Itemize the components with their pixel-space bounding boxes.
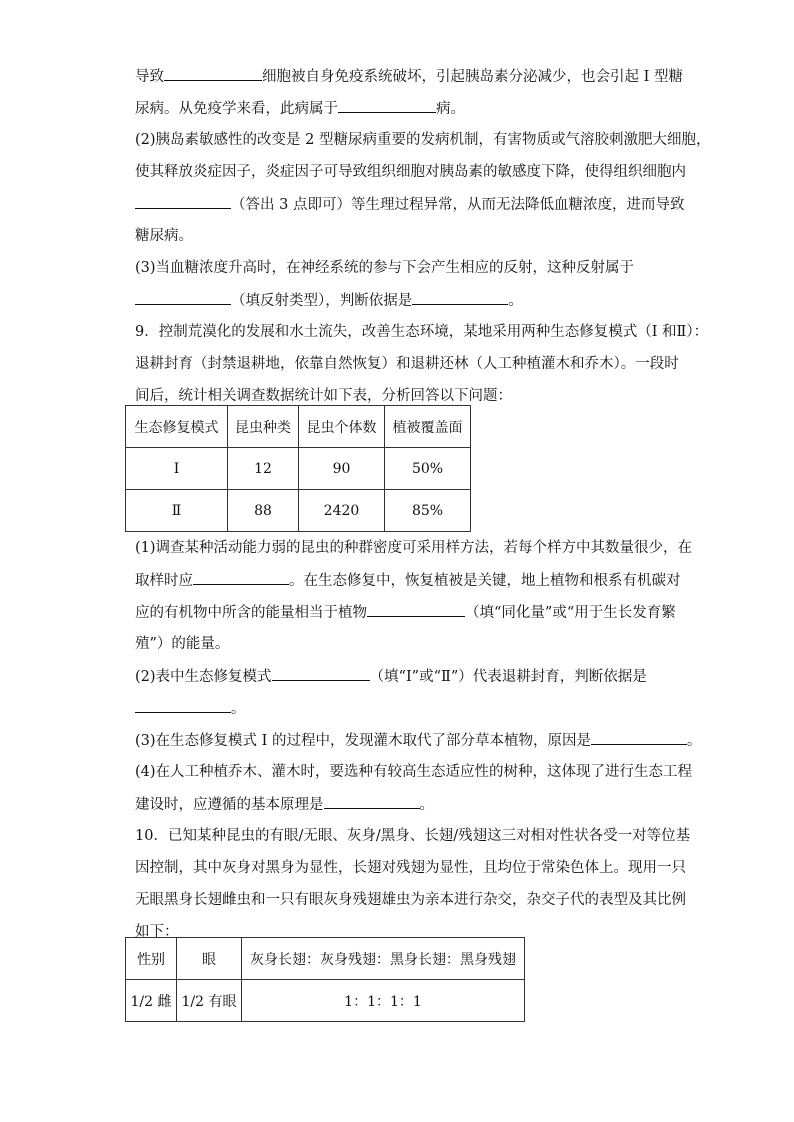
q9-1-line-3: [135, 602, 676, 623]
table-cell: 50%: [385, 448, 471, 490]
table-cell: 1/2 雌: [126, 980, 177, 1022]
table-header-row: [126, 938, 525, 980]
table-cell: 1：1：1：1: [242, 980, 525, 1022]
table-row: [126, 490, 471, 532]
q10-line-2: 因控制，其中灰身对黑身为显性，长翅对残翅为显性，且均位于常染色体上。现用一只: [135, 860, 686, 876]
q8-2-line-3: [135, 194, 684, 215]
q8-3-line-1: (3)当血糖浓度升高时，在神经系统的参与下会产生相应的反射，这种反射属于: [135, 260, 635, 276]
text: 建设时，应遵循的基本原理是: [135, 797, 324, 813]
header-cell: 生态修复模式: [126, 406, 228, 448]
answer-blank[interactable]: [591, 730, 687, 745]
text: 。: [419, 797, 434, 813]
answer-blank[interactable]: [338, 98, 436, 113]
q8-2-line-4: 糖尿病。: [135, 228, 193, 244]
answer-blank[interactable]: [164, 66, 262, 81]
q10-line-3: 无眼黑身长翅雌虫和一只有眼灰身残翅雄虫为亲本进行杂交，杂交子代的表型及其比例: [135, 892, 686, 908]
answer-blank[interactable]: [272, 666, 370, 681]
text: (2)表中生态修复模式: [135, 669, 272, 685]
text: 。: [686, 733, 702, 749]
q9-1-line-4: 殖”）的能量。: [135, 636, 230, 652]
q10-line-4: 如下：: [135, 924, 179, 940]
q8-2-line-1: (2)胰岛素敏感性的改变是 2 型糖尿病重要的发病机制，有害物质或气溶胶刺激肥大细胞，: [135, 132, 711, 148]
table-cell: 2420: [299, 490, 385, 532]
phenotype-table: [125, 937, 525, 1022]
header-cell: 昆虫个体数: [299, 406, 385, 448]
header-cell: 眼: [177, 938, 242, 980]
table-cell: 90: [299, 448, 385, 490]
answer-blank[interactable]: [324, 794, 420, 809]
q9-line-2: 退耕封育（封禁退耕地，依靠自然恢复）和退耕还林（人工种植灌木和乔木）。一段时: [135, 356, 679, 372]
text: 尿病。从免疫学来看，此病属于: [135, 101, 338, 117]
table-cell: Ⅱ: [126, 490, 228, 532]
q10-line-1: 10．已知某种昆虫的有眼/无眼、灰身/黑身、长翅/残翅这三对相对性状各受一对等位基: [135, 828, 691, 844]
q8-line-1: [135, 66, 683, 87]
table-row: [126, 448, 471, 490]
text: （答出 3 点即可）等生理过程异常，从而无法降低血糖浓度，进而导致: [231, 197, 685, 213]
text: 导致: [135, 69, 164, 85]
text: (3)在生态修复模式 I 的过程中，发现灌木取代了部分草本植物，原因是: [135, 733, 591, 749]
answer-blank[interactable]: [135, 290, 231, 305]
q8-3-line-2: [135, 290, 523, 311]
header-cell: 灰身长翅：灰身残翅：黑身长翅：黑身残翅: [242, 938, 525, 980]
q9-1-line-2: [135, 570, 681, 591]
answer-blank[interactable]: [412, 290, 508, 305]
answer-blank[interactable]: [135, 194, 231, 209]
answer-blank[interactable]: [193, 570, 289, 585]
table-cell: 88: [228, 490, 299, 532]
q9-line-1: 9．控制荒漠化的发展和水土流失，改善生态环境，某地采用两种生态修复模式（I 和Ⅱ）：: [135, 324, 709, 340]
table-header-row: [126, 406, 471, 448]
text: （填反射类型），判断依据是: [231, 293, 413, 309]
answer-blank[interactable]: [135, 698, 231, 713]
table-cell: 85%: [385, 490, 471, 532]
table-row: [126, 980, 525, 1022]
q8-2-line-2: 使其释放炎症因子，炎症因子可导致组织细胞对胰岛素的敏感度下降，使得组织细胞内: [135, 164, 686, 180]
q9-line-3: 间后，统计相关调查数据统计如下表，分析回答以下问题：: [135, 388, 512, 404]
header-cell: 植被覆盖面: [385, 406, 471, 448]
table-cell: 12: [228, 448, 299, 490]
q8-line-2: [135, 98, 465, 119]
text: 细胞被自身免疫系统破坏，引起胰岛素分泌减少，也会引起 I 型糖: [262, 69, 683, 85]
table-cell: 1/2 有眼: [177, 980, 242, 1022]
header-cell: 性别: [126, 938, 177, 980]
q9-2-line-1: [135, 666, 647, 687]
text: 病。: [436, 101, 465, 117]
text: 。在生态修复中，恢复植被是关键，地上植物和根系有机碳对: [289, 573, 681, 589]
text: 应的有机物中所含的能量相当于植物: [135, 605, 367, 621]
text: 取样时应: [135, 573, 193, 589]
q9-3-line: [135, 730, 701, 751]
answer-blank[interactable]: [367, 602, 465, 617]
header-cell: 昆虫种类: [228, 406, 299, 448]
text: 。: [508, 293, 523, 309]
text: （填“同化量”或“用于生长发育繁: [465, 605, 676, 621]
table-cell: I: [126, 448, 228, 490]
q9-4-line-2: [135, 794, 434, 815]
text: （填“I”或“Ⅱ”）代表退耕封育，判断依据是: [369, 669, 647, 685]
q9-1-line-1: (1)调查某种活动能力弱的昆虫的种群密度可采用样方法，若每个样方中其数量很少，在: [135, 540, 693, 556]
q9-4-line-1: (4)在人工种植乔木、灌木时，要选种有较高生态适应性的树种，这体现了进行生态工程: [135, 764, 693, 780]
ecology-table: [125, 405, 471, 532]
text: 。: [231, 701, 246, 717]
q9-2-line-2: [135, 698, 246, 719]
